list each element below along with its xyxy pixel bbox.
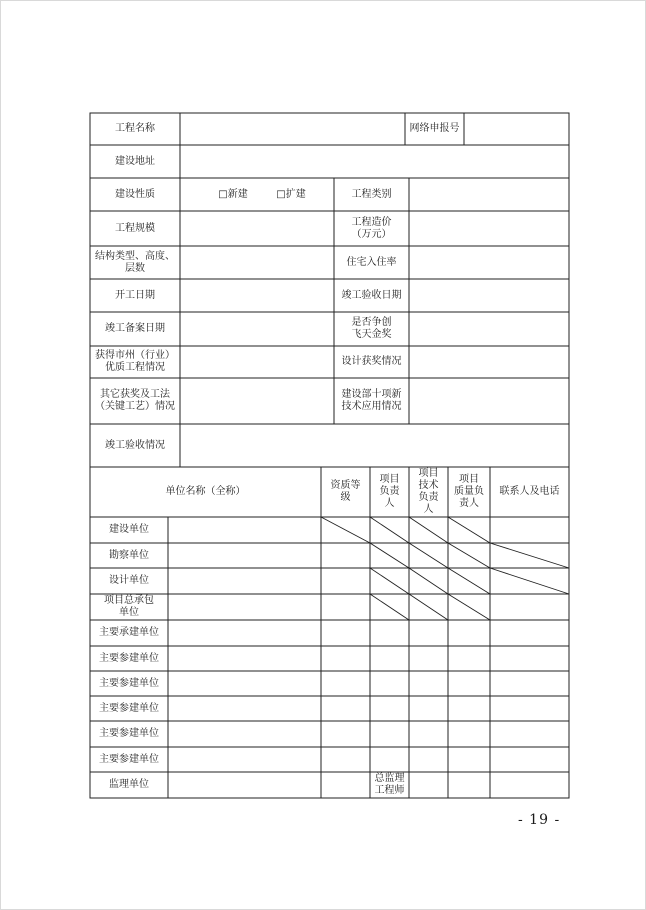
label-nature: 建设性质 bbox=[115, 188, 155, 200]
row-label: 建设单位 bbox=[109, 524, 149, 535]
row-label: 主要参建单位 bbox=[99, 652, 159, 664]
label-network-no: 网络申报号 bbox=[409, 123, 460, 134]
header-contact: 联系人及电话 bbox=[499, 486, 560, 497]
page-number: - 19 - bbox=[518, 812, 561, 828]
label-design-award: 设计获奖情况 bbox=[341, 356, 402, 367]
label-occupancy: 住宅入住率 bbox=[346, 256, 397, 268]
header-tech: 项目 技术 负责 人 bbox=[418, 468, 439, 515]
row-label: 项目总承包 单位 bbox=[104, 595, 154, 618]
label-chief-supervisor: 总监理 工程师 bbox=[374, 773, 405, 796]
label-structure: 结构类型、高度、 层数 bbox=[95, 250, 175, 274]
label-acceptance-date: 竣工验收日期 bbox=[341, 289, 402, 301]
row-label: 监理单位 bbox=[109, 779, 149, 790]
row-label: 主要参建单位 bbox=[99, 753, 159, 765]
field-acceptance[interactable] bbox=[180, 424, 569, 467]
header-pm: 项目 负责 人 bbox=[379, 474, 400, 509]
row-label: 主要承建单位 bbox=[99, 627, 159, 638]
label-project-name: 工程名称 bbox=[115, 123, 155, 134]
label-start-date: 开工日期 bbox=[115, 289, 155, 301]
field-address[interactable] bbox=[180, 145, 569, 178]
label-scale: 工程规模 bbox=[115, 222, 155, 234]
label-other-awards: 其它获奖及工法 （关键工艺）情况 bbox=[95, 389, 175, 412]
field-network-no[interactable] bbox=[464, 113, 569, 145]
row-label: 主要参建单位 bbox=[99, 702, 159, 714]
label-prize-city: 获得市州（行业） 优质工程情况 bbox=[95, 350, 175, 373]
label-category: 工程类别 bbox=[351, 188, 392, 200]
checkbox-new[interactable]: □新建 bbox=[218, 188, 248, 200]
field-project-name[interactable] bbox=[180, 113, 405, 145]
label-filing-date: 竣工备案日期 bbox=[105, 323, 165, 334]
header-quality: 项目 质量负 责人 bbox=[454, 474, 484, 509]
row-label: 勘察单位 bbox=[109, 549, 149, 561]
checkbox-expand[interactable]: □扩建 bbox=[276, 188, 306, 200]
label-cost: 工程造价 （万元） bbox=[351, 216, 392, 240]
label-acceptance: 竣工验收情况 bbox=[105, 439, 165, 451]
label-feitian: 是否争创 飞天金奖 bbox=[351, 317, 392, 340]
row-label: 主要参建单位 bbox=[99, 677, 159, 689]
label-ten-tech: 建设部十项新 技术应用情况 bbox=[341, 389, 402, 412]
header-qualification: 资质等 级 bbox=[330, 480, 361, 503]
header-unit-name: 单位名称（全称） bbox=[165, 486, 246, 497]
label-address: 建设地址 bbox=[115, 155, 155, 167]
row-label: 主要参建单位 bbox=[99, 728, 159, 739]
row-label: 设计单位 bbox=[109, 575, 149, 586]
